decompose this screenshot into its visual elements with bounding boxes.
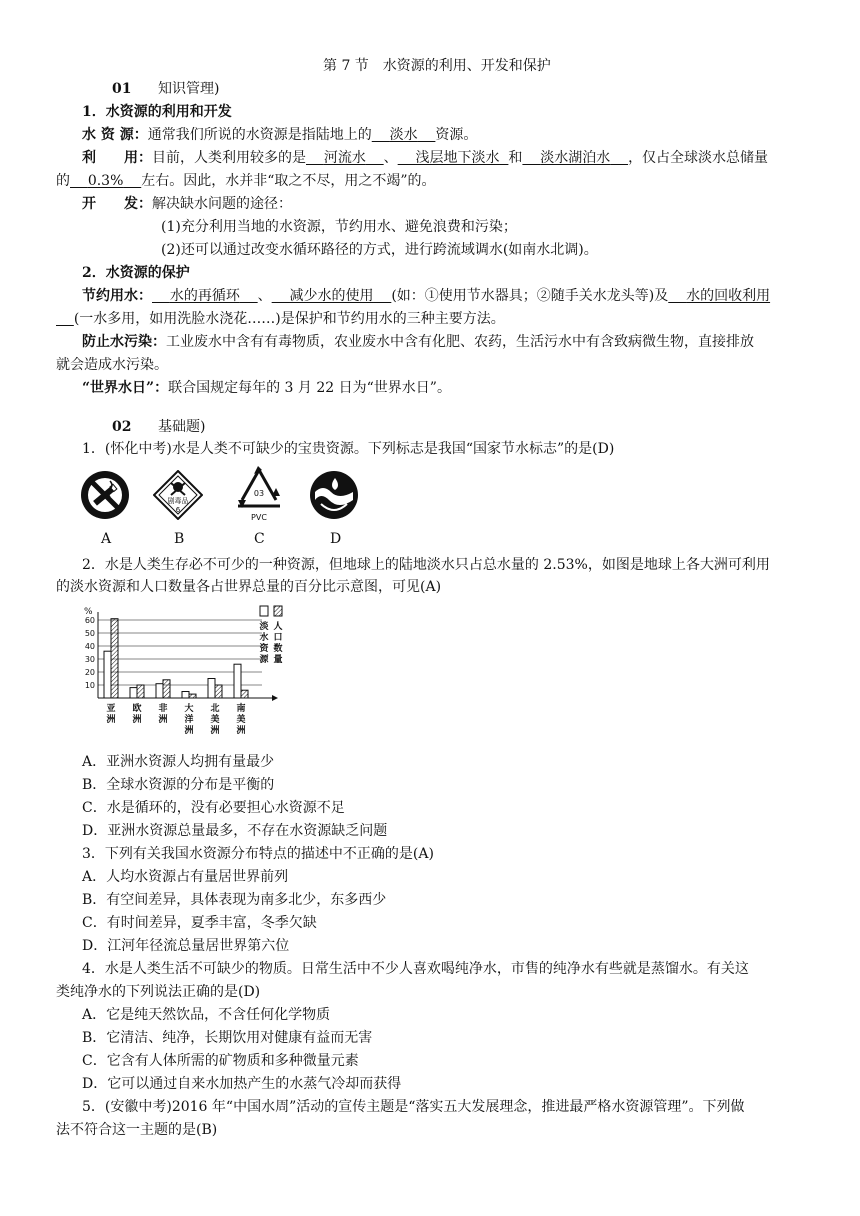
- x-tick-label: 大: [184, 704, 194, 714]
- development-item-1: (1)充分利用当地的水资源，节约用水、避免浪费和污染；: [161, 219, 517, 235]
- answer-blank: 淡水湖泊水: [540, 150, 611, 166]
- q2-option-b: B．全球水资源的分布是平衡的: [82, 777, 275, 793]
- svg-text:03: 03: [253, 489, 265, 498]
- x-tick-label: 洲: [158, 715, 168, 725]
- svg-text:剧毒品: 剧毒品: [167, 497, 189, 505]
- water-resource-def: 水 资 源：通常我们所说的水资源是指陆地上的 淡水 资源。: [82, 127, 478, 143]
- legend-label-freshwater: 源: [259, 655, 269, 665]
- question-1: 1．(怀化中考)水是人类不可缺少的宝贵资源。下列标志是我国“国家节水标志”的是(D): [82, 441, 615, 457]
- question-4-line2: 类纯净水的下列说法正确的是(D): [56, 984, 261, 1000]
- recycle-icon: [232, 466, 286, 524]
- no-smoking-icon: [80, 470, 130, 520]
- x-tick-label: 洲: [106, 715, 116, 725]
- icon-letter-a: A: [101, 531, 112, 547]
- bar-population: [189, 694, 196, 698]
- x-tick-label: 洋: [184, 715, 194, 725]
- q2-option-c: C．水是循环的，没有必要担心水资源不足: [82, 800, 345, 816]
- legend-label-freshwater: 资: [259, 644, 269, 654]
- bar-freshwater: [104, 651, 111, 698]
- icon-letter-b: B: [174, 531, 185, 547]
- answer-blank: 0.3%: [87, 173, 124, 189]
- q3-option-a: A．人均水资源占有量居世界前列: [82, 869, 289, 885]
- x-tick-label: 洲: [184, 726, 194, 736]
- x-tick-label: 洲: [210, 726, 220, 736]
- x-tick-label: 北: [210, 704, 220, 714]
- heading-protection: 2．水资源的保护: [82, 265, 190, 281]
- question-3: 3．下列有关我国水资源分布特点的描述中不正确的是(A): [82, 846, 434, 862]
- answer-blank: 浅层地下淡水: [415, 150, 500, 166]
- bar-population: [163, 680, 170, 698]
- answer-blank: 水的再循环: [169, 288, 240, 304]
- poison-icon: [153, 470, 203, 520]
- section1-header: [112, 79, 219, 99]
- answer-blank: 水的回收利用: [686, 288, 771, 304]
- x-tick-label: 欧: [132, 704, 142, 714]
- world-water-day: “世界水日”：联合国规定每年的 3 月 22 日为“世界水日”。: [82, 380, 451, 396]
- q2-option-a: A．亚洲水资源人均拥有量最少: [82, 754, 275, 770]
- legend-label-population: 口: [273, 633, 283, 643]
- bar-population: [241, 690, 248, 698]
- water-saving-text-cont: (一水多用，如用洗脸水浇花……)是保护和节约用水的三种主要方法。: [73, 311, 505, 327]
- section2-header: [112, 417, 205, 437]
- bar-freshwater: [208, 679, 215, 699]
- q4-option-b: B．它清洁、纯净，长期饮用对健康有益而无害: [82, 1030, 373, 1046]
- icon-letter-d: D: [330, 531, 342, 547]
- development-text: 开 发：解决缺水问题的途径：: [82, 196, 292, 212]
- x-tick-label: 非: [158, 704, 168, 714]
- legend-label-population: 量: [273, 655, 283, 665]
- x-axis-arrow: [272, 695, 278, 701]
- question-2-line1: 2．水是人类生存必不可少的一种资源，但地球上的陆地淡水只占总水量的 2.53%，如图是地球上各大洲可利用: [82, 557, 770, 573]
- pollution-text: 防止水污染：工业废水中含有有毒物质，农业废水中含有化肥、农药，生活污水中有含致病微生物，直接排放: [82, 334, 754, 350]
- y-tick-label: 10: [84, 681, 95, 690]
- water-saving-text: 节约用水： 水的再循环 、 减少水的使用 (如：①使用节水器具；②随手关水龙头等)及 水的回收利用: [82, 288, 771, 304]
- legend-swatch-freshwater: [260, 606, 268, 616]
- question-5-line2: 法不符合这一主题的是(B): [56, 1122, 218, 1138]
- legend-label-freshwater: 淡: [259, 622, 269, 632]
- bar-freshwater: [130, 688, 137, 698]
- y-tick-label: 50: [84, 629, 95, 638]
- x-tick-label: 洲: [132, 715, 142, 725]
- section1-label: 知识管理): [158, 81, 220, 97]
- q4-option-a: A．它是纯天然饮品，不含任何化学物质: [82, 1007, 331, 1023]
- x-tick-label: 洲: [236, 726, 246, 736]
- answer-blank: 河流水: [323, 150, 366, 166]
- bar-population: [111, 619, 118, 698]
- svg-text:6: 6: [175, 506, 181, 514]
- section1-number: 01: [112, 81, 132, 97]
- legend-swatch-population: [274, 606, 282, 616]
- q3-option-d: D．江河年径流总量居世界第六位: [82, 938, 290, 954]
- legend-label-freshwater: 水: [259, 633, 269, 643]
- question-4-line1: 4．水是人类生活不可缺少的物质。日常生活中不少人喜欢喝纯净水，市售的纯净水有些就是蒸馏水。有关这: [82, 961, 749, 977]
- section-title: 第 7 节 水资源的利用、开发和保护: [323, 58, 551, 74]
- icon-letter-c: C: [254, 531, 265, 547]
- bar-freshwater: [182, 692, 189, 699]
- bar-population: [215, 685, 222, 698]
- y-tick-label: 20: [84, 668, 95, 677]
- water-population-chart: [74, 600, 294, 750]
- y-axis-label: %: [84, 607, 93, 617]
- x-tick-label: 亚: [106, 704, 116, 714]
- development-item-2: (2)还可以通过改变水循环路径的方式，进行跨流域调水(如南水北调)。: [161, 242, 598, 258]
- legend-label-population: 人: [273, 622, 283, 632]
- y-tick-label: 60: [84, 616, 95, 625]
- bar-freshwater: [156, 684, 163, 698]
- bar-freshwater: [234, 664, 241, 698]
- x-tick-label: 南: [236, 704, 246, 714]
- y-tick-label: 30: [84, 655, 95, 664]
- pollution-text-cont: 就会造成水污染。: [56, 357, 168, 373]
- question-5-line1: 5．(安徽中考)2016 年“中国水周”活动的宣传主题是“落实五大发展理念，推进最严格水资源管理”。下列做: [82, 1099, 745, 1115]
- x-tick-label: 美: [236, 715, 246, 725]
- q3-option-b: B．有空间差异，具体表现为南多北少，东多西少: [82, 892, 387, 908]
- section2-label: 基础题): [158, 419, 206, 435]
- x-tick-label: 美: [210, 715, 220, 725]
- q4-option-c: C．它含有人体所需的矿物质和多种微量元素: [82, 1053, 359, 1069]
- legend-label-population: 数: [273, 644, 283, 654]
- utilization-text: 利 用：目前，人类利用较多的是 河流水 、 浅层地下淡水 和 淡水湖泊水 ，仅占全球淡水总储量: [82, 150, 769, 166]
- q3-option-c: C．有时间差异，夏季丰富，冬季欠缺: [82, 915, 317, 931]
- q2-option-d: D．亚洲水资源总量最多，不存在水资源缺乏问题: [82, 823, 388, 839]
- question-2-line2: 的淡水资源和人口数量各占世界总量的百分比示意图，可见(A): [56, 579, 442, 595]
- answer-blank: 减少水的使用: [289, 288, 374, 304]
- answer-blank: 淡水: [389, 127, 418, 143]
- bar-population: [137, 685, 144, 698]
- q4-option-d: D．它可以通过自来水加热产生的水蒸气冷却而获得: [82, 1076, 402, 1092]
- utilization-text-cont: 的 0.3% 左右。因此，水并非“取之不尽，用之不竭”的。: [56, 173, 436, 189]
- y-tick-label: 40: [84, 642, 95, 651]
- svg-text:PVC: PVC: [251, 513, 267, 522]
- water-saving-icon: [309, 470, 359, 520]
- heading-utilization: 1．水资源的利用和开发: [82, 104, 232, 120]
- section2-number: 02: [112, 419, 132, 435]
